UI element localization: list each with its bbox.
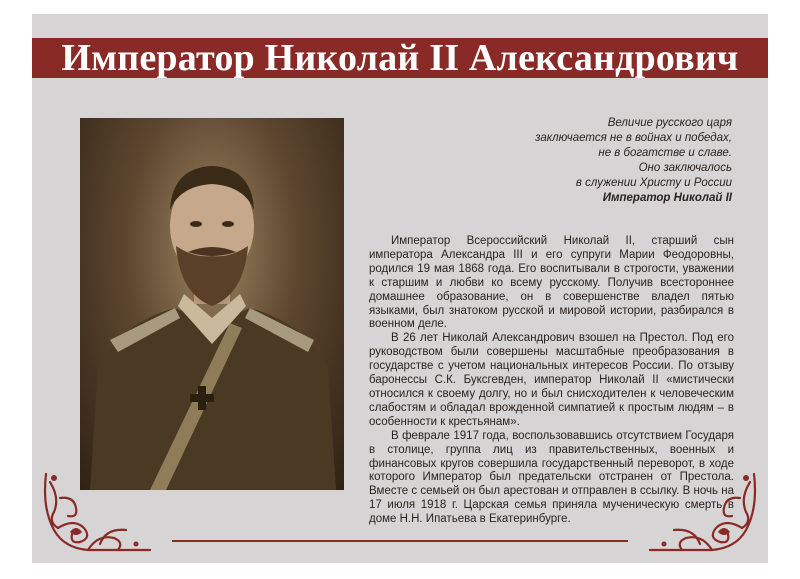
quote-author: Император Николай II [602,192,732,204]
epigraph-quote [432,116,732,191]
quote-line: Величие русского царя [607,117,732,129]
quote-line: Оно заключалось [638,162,732,174]
quote-line: заключается не в войнах и победах, [535,132,732,144]
biography-paragraph: В феврале 1917 года, воспользовавшись отсутствием Государя в столице, группа лиц из правительственных, военных и финансовых кругов совершила государственный переворот, в ходе которого Император был предательски отстранен от Престола. Вместе с семьей он был арестован и отправлен в ссылку. В ночь на 17 июля 1918 г. Царская семья приняла мученическую смерть в доме Н.Н. Ипатьева в Екатеринбурге. [369,429,734,526]
corner-ornament-left [40,468,152,554]
biography-paragraph: В 26 лет Николай Александрович взошел на Престол. Под его руководством были совершены масштабные преобразования в государстве с учетом национальных интересов России. По отзыву баронессы С.К. Буксгевден, император Николай II «мистически относился к своему долгу, но и был снисходителен к человеческим слабостям и обладал врожденной симпатией к простым людям – в особенности к крестьянам». [369,332,734,428]
page-title: Император Николай II Александрович [61,37,739,79]
title-banner [32,38,768,78]
quote-line: в служении Христу и России [575,177,732,189]
corner-ornament-right [648,468,760,554]
quote-line: не в богатстве и славе. [598,147,732,159]
biography-paragraph: Император Всероссийский Николай II, старший сын императора Александра III и его супруги Марии Феодоровны, родился 19 мая 1868 года. Его воспитывали в строгости, уважении к старшим и любви ко всему русскому. Получив всестороннее домашнее образование, он в совершенстве владел пятью языками, был знатоком русской и мировой истории, разбирался в военном деле. [369,235,734,331]
bottom-divider [172,540,628,542]
portrait-photo [80,118,344,490]
portrait-illustration [80,118,344,490]
